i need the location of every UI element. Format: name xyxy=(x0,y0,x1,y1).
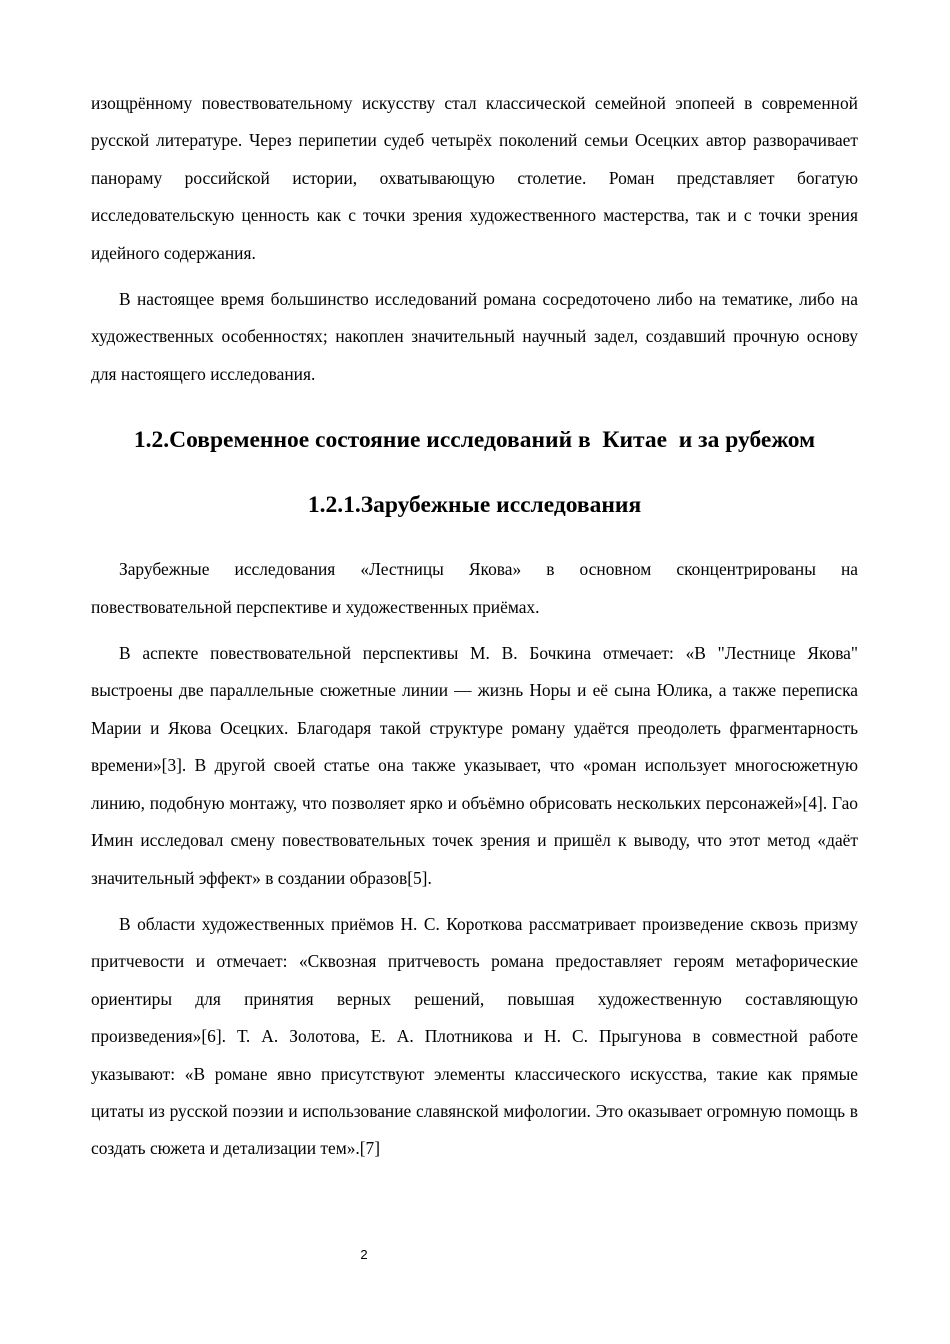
paragraph-gap xyxy=(91,626,858,635)
paragraph-research-state: В настоящее время большинство исследований романа сосредоточено либо на тематике, либо на художественных особенностях; накоплен значительный научный задел, создавший прочную основу для настоящего исследования. xyxy=(91,289,858,384)
page-number: 2 xyxy=(360,1247,368,1262)
paragraph-narrative-perspective: В аспекте повествовательной перспективы М. В. Бочкина отмечает: «В "Лестнице Якова" выстроены две параллельные сюжетные линии — жизнь Норы и её сына Юлика, а также переписка Марии и Якова Осецких. Благодаря такой структуре роману удаётся преодолеть фрагментарность времени»[3]. В другой своей статье она также указывает, что «роман использует многосюжетную линию, подобную монтажу, что позволяет ярко и объёмно обрисовать нескольких персонажей»[4]. Гао Имин исследовал смену повествовательных точек зрения и пришёл к выводу, что этот метод «даёт значительный эффект» в создании образов[5]. xyxy=(91,643,858,888)
heading-gap-top xyxy=(91,393,858,424)
subsection-heading: 1.2.1.Зарубежные исследования xyxy=(307,492,642,519)
paragraph-gap xyxy=(91,897,858,906)
paragraph-intro-continued: изощрённому повествовательному искусству стал классической семейной эпопеей в современной русской литературе. Через перипетии судеб четырёх поколений семьи Осецких автор разворачивает панораму российской истории, охватывающую столетие. Роман представляет богатую исследовательскую ценность как с точки зрения художественного мастерства, так и с точки зрения идейного содержания. xyxy=(91,93,858,263)
page-content xyxy=(91,85,858,1168)
section-heading: 1.2.Современное состояние исследований в Китае и за рубежом xyxy=(133,427,816,454)
heading-gap-bottom xyxy=(91,521,858,551)
paragraph-foreign-overview: Зарубежные исследования «Лестницы Якова» в основном сконцентрированы на повествовательной перспективе и художественных приёмах. xyxy=(91,559,858,617)
heading-gap-middle xyxy=(91,456,858,489)
paragraph-gap xyxy=(91,272,858,281)
paragraph-artistic-devices: В области художественных приёмов Н. С. Короткова рассматривает произведение сквозь призму притчевости и отмечает: «Сквозная притчевость романа предоставляет героям метафорические ориентиры для принятия верных решений, повышая художественную составляющую произведения»[6]. Т. А. Золотова, Е. А. Плотникова и Н. С. Прыгунова в совместной работе указывают: «В романе явно присутствуют элементы классического искусства, такие как прямые цитаты из русской поэзии и использование славянской мифологии. Это оказывает огромную помощь в создать сюжета и детализации тем».[7] xyxy=(91,913,858,1159)
